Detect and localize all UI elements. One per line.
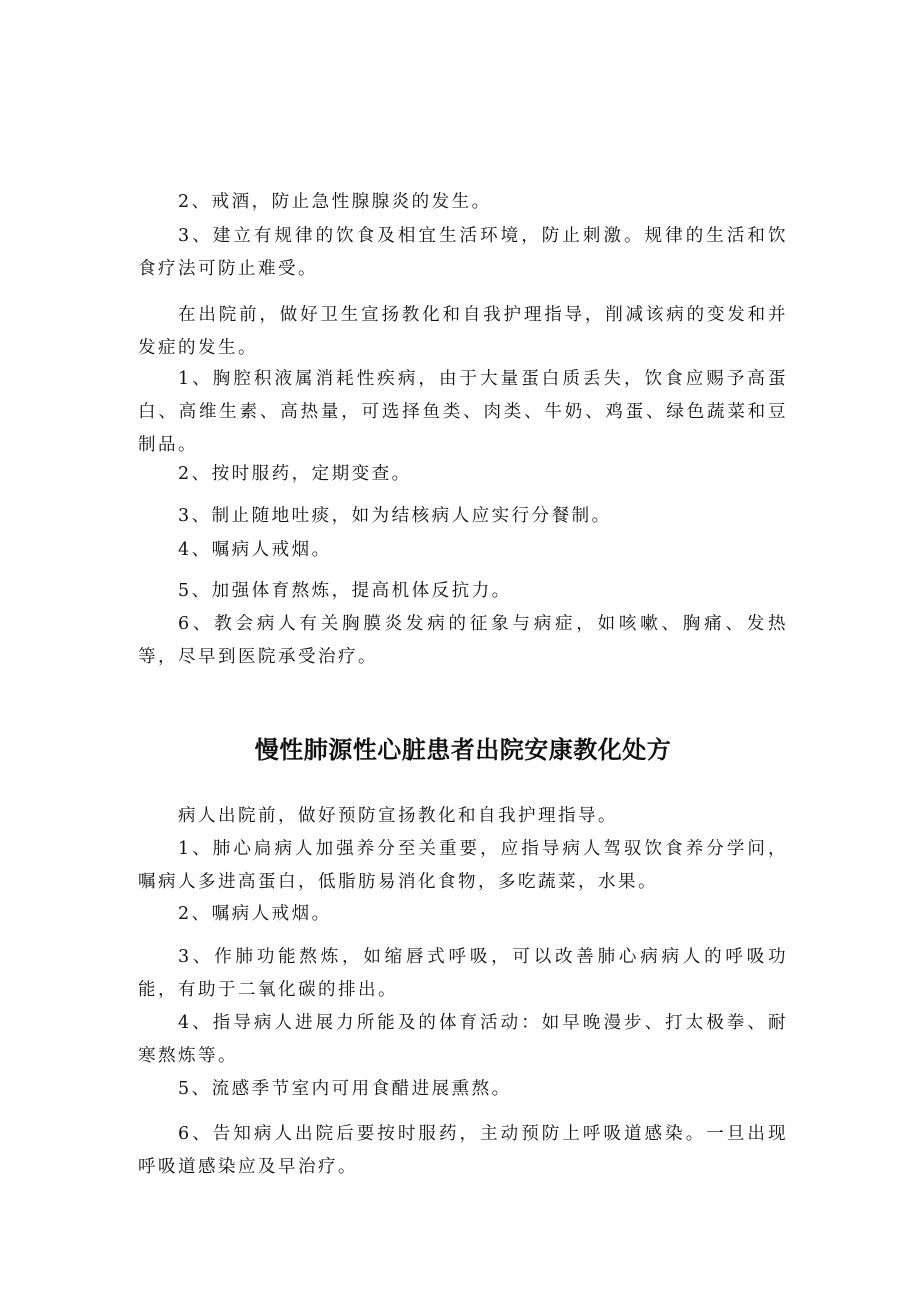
- paragraph-pleurisy-exercise: 5、加强体育熬炼，提高机体反抗力。: [178, 581, 512, 601]
- paragraph-cor-pulmonale-vinegar: 5、流感季节室内可用食醋进展熏熬。: [178, 1079, 512, 1099]
- paragraph-cor-pulmonale-smoking: 2、嘱病人戒烟。: [178, 904, 332, 924]
- paragraph-cor-pulmonale-intro: 病人出院前，做好预防宣扬教化和自我护理指导。: [178, 806, 618, 826]
- paragraph-abstain-alcohol: 2、戒酒，防止急性腺腺炎的发生。: [178, 192, 492, 212]
- paragraph-pleurisy-symptoms: 6、教会病人有关胸膜炎发病的征象与病症，如咳嗽、胸痛、发热等，尽早到医院承受治疗。: [138, 614, 788, 667]
- paragraph-pleurisy-smoking: 4、嘱病人戒烟。: [178, 540, 332, 560]
- paragraph-pleurisy-spitting: 3、制止随地吐痰，如为结核病人应实行分餐制。: [178, 506, 612, 526]
- paragraph-regular-diet: 3、建立有规律的饮食及相宜生活环境，防止刺激。规律的生活和饮食疗法可防止难受。: [138, 226, 788, 279]
- paragraph-cor-pulmonale-breathing: 3、作肺功能熬炼，如缩唇式呼吸，可以改善肺心病病人的呼吸功能，有助于二氧化碳的排出。: [138, 947, 788, 1000]
- paragraph-pleurisy-medication: 2、按时服药，定期变查。: [178, 464, 412, 484]
- paragraph-cor-pulmonale-activity: 4、指导病人进展力所能及的体育活动：如早晚漫步、打太极拳、耐寒熬炼等。: [138, 1013, 788, 1066]
- section-title: 慢性肺源性心脏患者出院安康教化处方: [254, 736, 672, 764]
- paragraph-cor-pulmonale-infection: 6、告知病人出院后要按时服药，主动预防上呼吸道感染。一旦出现呼吸道感染应及早治疗。: [138, 1124, 788, 1177]
- paragraph-pleurisy-diet: 1、胸腔积液属消耗性疾病，由于大量蛋白质丢失，饮食应赐予高蛋白、高维生素、高热量，可选择鱼类、肉类、牛奶、鸡蛋、绿色蔬菜和豆制品。: [138, 369, 788, 455]
- paragraph-cor-pulmonale-nutrition: 1、肺心扃病人加强养分至关重要，应指导病人驾驭饮食养分学问，嘱病人多进高蛋白，低脂肪易消化食物，多吃蔬菜，水果。: [138, 839, 788, 892]
- paragraph-pleurisy-intro: 在出院前，做好卫生宣扬教化和自我护理指导，削减该病的变发和并发症的发生。: [138, 305, 788, 358]
